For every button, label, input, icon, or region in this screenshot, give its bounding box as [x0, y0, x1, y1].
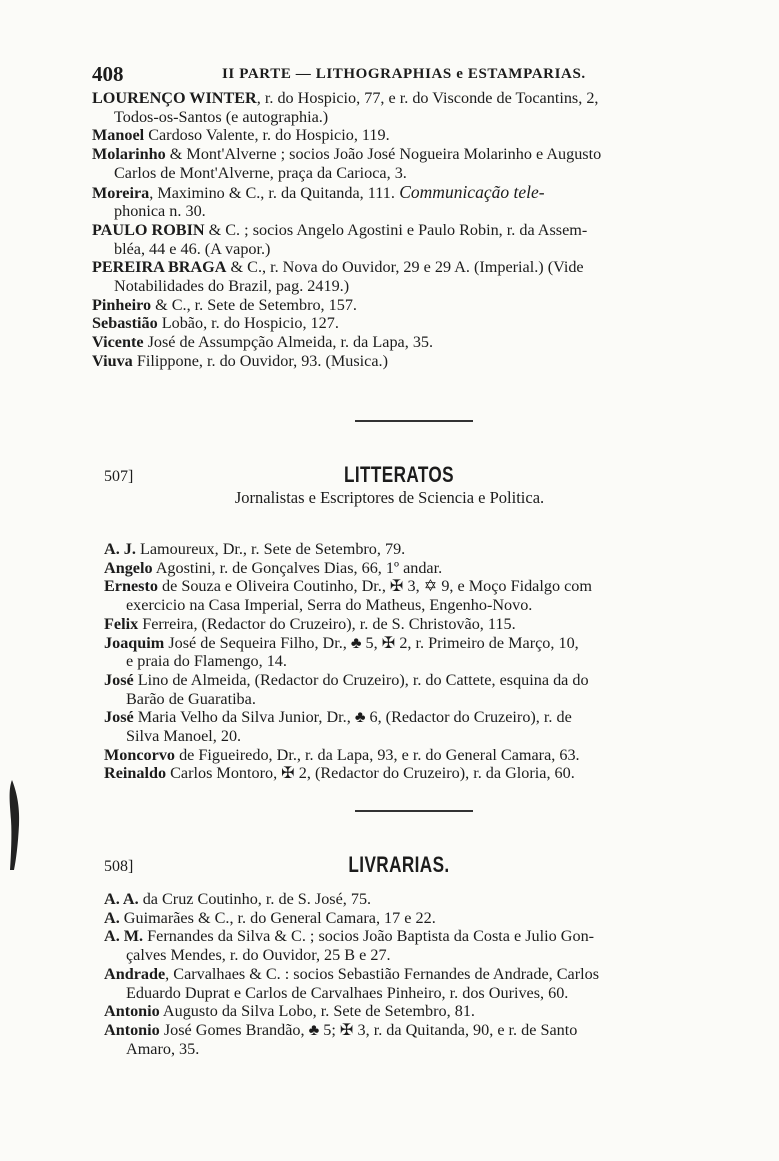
entry-text: & C. ; socios Angelo Agostini e Paulo Robin, r. da Assem- [204, 220, 588, 239]
entry-first-line [104, 890, 704, 909]
entry-name: José [104, 670, 134, 689]
section-heading-livrarias [104, 852, 694, 882]
entry-continuation-line: exercicio na Casa Imperial, Serra do Matheus, Engenho-Novo. [126, 596, 533, 615]
list-entry [92, 333, 692, 352]
list-entry [104, 1002, 704, 1021]
lithographias-list [92, 89, 692, 371]
entry-continuation-line: Eduardo Duprat e Carlos de Carvalhaes Pinheiro, r. dos Ourives, 60. [126, 983, 569, 1002]
entry-first-line [92, 333, 692, 352]
entry-name: A. A. [104, 890, 139, 908]
entry-first-line [92, 296, 692, 315]
list-entry [92, 89, 692, 126]
section-divider [355, 420, 473, 422]
entry-first-line [104, 634, 704, 653]
page-header [92, 62, 692, 86]
entry-first-line [104, 909, 704, 928]
entry-first-line [104, 965, 704, 984]
ink-blot-mark [2, 780, 24, 870]
list-entry [104, 615, 704, 634]
entry-text: de Souza e Oliveira Coutinho, Dr., ✠ 3, ✡ 9, e Moço Fidalgo com [157, 577, 592, 596]
list-entry [92, 126, 692, 145]
entry-name: Manoel [92, 126, 145, 145]
entry-continuation-line: Carlos de Mont'Alverne, praça da Carioca, 3. [114, 163, 407, 182]
section-title: LITTERATOS [343, 462, 455, 487]
entry-text: & Mont'Alverne ; socios João José Nogueira Molarinho e Augusto [165, 145, 602, 164]
entry-first-line [92, 183, 692, 203]
entry-name: PEREIRA BRAGA [92, 258, 227, 277]
entry-name: A. J. [104, 540, 136, 558]
livrarias-list [104, 890, 704, 1058]
entry-continuation-line: çalves Mendes, r. do Ouvidor, 25 B e 27. [126, 946, 391, 965]
entry-text: de Figueiredo, Dr., r. da Lapa, 93, e r. do General Camara, 63. [175, 745, 580, 764]
entry-first-line [92, 352, 692, 371]
entry-first-line [104, 615, 704, 634]
entry-continuation-line: Barão de Guaratiba. [126, 689, 256, 708]
entry-first-line [104, 1002, 704, 1021]
entry-first-line [92, 258, 692, 277]
entry-continuation-line: bléa, 44 e 46. (A vapor.) [114, 239, 271, 258]
entry-name: Pinheiro [92, 295, 152, 314]
entry-name: Sebastião [92, 314, 158, 333]
entry-text: Agostini, r. de Gonçalves Dias, 66, 1º andar. [152, 558, 443, 577]
entry-continuation-line: Amaro, 35. [126, 1039, 200, 1058]
entry-first-line [104, 577, 704, 596]
entry-first-line [104, 764, 704, 783]
entry-first-line [92, 145, 692, 164]
entry-first-line [92, 221, 692, 240]
entry-continuation-line: Todos-os-Santos (e autographia.) [114, 107, 329, 126]
entry-text: José de Sequeira Filho, Dr., ♣ 5, ✠ 2, r. Primeiro de Março, 10, [164, 633, 579, 652]
entry-name: Antonio [104, 1002, 160, 1021]
list-entry [92, 258, 692, 295]
list-entry [92, 296, 692, 315]
litteratos-list [104, 540, 704, 783]
list-entry [104, 927, 704, 964]
entry-continuation-line: e praia do Flamengo, 14. [126, 652, 287, 671]
entry-name: A. [104, 908, 120, 927]
list-entry [92, 145, 692, 182]
entry-continuation-line: Silva Manoel, 20. [126, 727, 242, 746]
section-subtitle: Jornalistas e Escriptores de Sciencia e Politica. [234, 488, 545, 507]
entry-text: Fernandes da Silva & C. ; socios João Baptista da Costa e Julio Gon- [143, 927, 595, 946]
entry-text: Maria Velho da Silva Junior, Dr., ♣ 6, (Redactor do Cruzeiro), r. de [133, 708, 572, 727]
entry-continuation-line: phonica n. 30. [114, 202, 206, 221]
section-number: 508] [104, 858, 134, 875]
entry-name: Vicente [92, 333, 144, 352]
entry-first-line [104, 559, 704, 578]
entry-text: Carlos Montoro, ✠ 2, (Redactor do Cruzeiro), r. da Gloria, 60. [166, 764, 575, 783]
entry-text: , r. do Hospicio, 77, e r. do Visconde de Tocantins, 2, [256, 89, 599, 107]
entry-first-line [92, 126, 692, 145]
entry-text: Lamoureux, Dr., r. Sete de Setembro, 79. [135, 540, 406, 558]
list-entry [104, 890, 704, 909]
entry-text: Filippone, r. do Ouvidor, 93. (Musica.) [132, 351, 388, 370]
entry-name: LOURENÇO WINTER [92, 89, 257, 107]
list-entry [104, 634, 704, 671]
entry-name: Angelo [104, 558, 153, 577]
entry-first-line [104, 671, 704, 690]
entry-name: Felix [104, 614, 139, 633]
entry-first-line [104, 540, 704, 559]
entry-text: da Cruz Coutinho, r. de S. José, 75. [138, 890, 372, 908]
entry-text: Lino de Almeida, (Redactor do Cruzeiro), r. do Cattete, esquina da do [133, 670, 589, 689]
entry-name: Moncorvo [104, 745, 176, 764]
list-entry [104, 764, 704, 783]
entry-name: Antonio [104, 1020, 160, 1039]
entry-text: Guimarães & C., r. do General Camara, 17 e 22. [119, 908, 436, 927]
page-number: 408 [92, 62, 124, 86]
list-entry [92, 314, 692, 333]
entry-text: José de Assumpção Almeida, r. da Lapa, 35. [143, 333, 434, 352]
entry-name: Andrade [104, 964, 166, 983]
entry-name: A. M. [104, 927, 144, 946]
entry-name: José [104, 708, 134, 727]
entry-text: , Maximino & C., r. da Quitanda, 111. [149, 183, 395, 202]
list-entry [104, 708, 704, 745]
list-entry [104, 577, 704, 614]
list-entry [104, 559, 704, 578]
entry-name: Viuva [92, 351, 133, 370]
list-entry [104, 540, 704, 559]
entry-name: Joaquim [104, 633, 165, 652]
section-divider [355, 810, 473, 812]
entry-name: Reinaldo [104, 764, 167, 783]
entry-first-line [104, 927, 704, 946]
entry-text: Ferreira, (Redactor do Cruzeiro), r. de S. Christovão, 115. [138, 614, 516, 633]
entry-first-line [92, 89, 692, 108]
entry-text: & C., r. Sete de Setembro, 157. [151, 295, 357, 314]
entry-first-line [92, 314, 692, 333]
running-head: II PARTE — LITHOGRAPHIAS e ESTAMPARIAS. [222, 66, 586, 82]
entry-first-line [104, 1021, 704, 1040]
entry-name: Ernesto [104, 577, 158, 596]
entry-text: , Carvalhaes & C. : socios Sebastião Fernandes de Andrade, Carlos [165, 964, 599, 983]
entry-italic-text: Communicação tele- [394, 181, 545, 202]
list-entry [104, 746, 704, 765]
entry-text: Cardoso Valente, r. do Hospicio, 119. [144, 126, 390, 145]
entry-text: & C., r. Nova do Ouvidor, 29 e 29 A. (Imperial.) (Vide [226, 258, 584, 277]
entry-name: PAULO ROBIN [92, 220, 205, 239]
list-entry [92, 352, 692, 371]
entry-text: Augusto da Silva Lobo, r. Sete de Setembro, 81. [159, 1002, 475, 1021]
list-entry [92, 221, 692, 258]
list-entry [92, 183, 692, 221]
entry-name: Moreira [92, 183, 150, 202]
section-title: LIVRARIAS. [348, 852, 450, 877]
entry-continuation-line: Notabilidades do Brazil, pag. 2419.) [114, 277, 350, 296]
entry-first-line [104, 746, 704, 765]
list-entry [104, 909, 704, 928]
list-entry [104, 671, 704, 708]
entry-text: Lobão, r. do Hospicio, 127. [157, 314, 339, 333]
section-number: 507] [104, 468, 134, 485]
list-entry [104, 965, 704, 1002]
list-entry [104, 1021, 704, 1058]
entry-first-line [104, 708, 704, 727]
entry-name: Molarinho [92, 145, 166, 164]
entry-text: José Gomes Brandão, ♣ 5; ✠ 3, r. da Quitanda, 90, e r. de Santo [159, 1020, 578, 1039]
